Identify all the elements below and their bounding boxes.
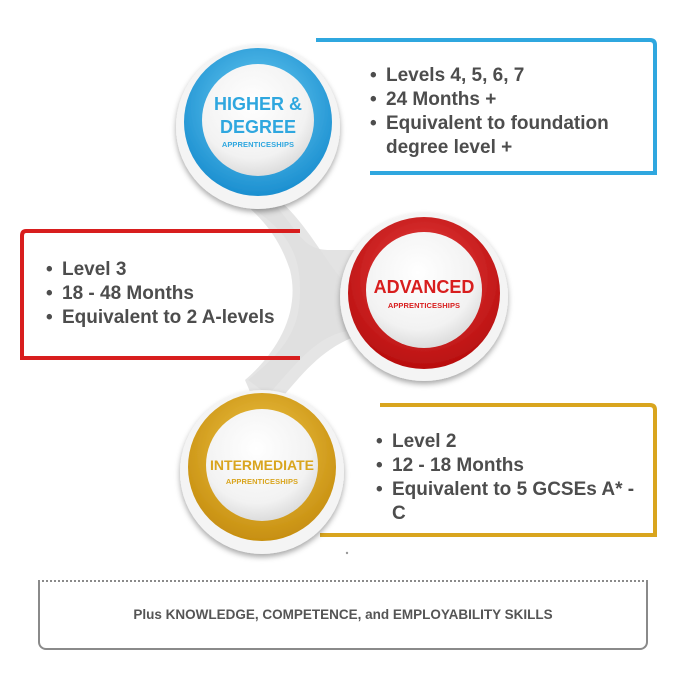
intermediate-subtitle: APPRENTICESHIPS [225, 477, 299, 486]
intermediate-title: INTERMEDIATE [210, 457, 314, 473]
higher-bullet: • Equivalent to foundation degree level + [370, 112, 650, 160]
higher-bullet: • Levels 4, 5, 6, 7 [370, 64, 650, 88]
advanced-bullet: • Level 3 [46, 258, 306, 282]
intermediate-bullet: • Equivalent to 5 GCSEs A* - C [376, 478, 636, 526]
advanced-bullet-list [46, 258, 306, 330]
intermediate-bullet-list [376, 430, 636, 526]
advanced-bullet: • Equivalent to 2 A-levels [46, 306, 306, 330]
advanced-subtitle: APPRENTICESHIPS [387, 301, 461, 310]
higher-title-line1: HIGHER & [213, 94, 302, 114]
footer-text: Plus KNOWLEDGE, COMPETENCE, and EMPLOYABILITY SKILLS [133, 607, 553, 622]
higher-subtitle: APPRENTICESHIPS [221, 140, 295, 149]
advanced-title: ADVANCED [373, 277, 475, 297]
higher-title-line2: DEGREE [219, 117, 297, 137]
higher-bullet-list [370, 64, 650, 160]
small-dot [346, 552, 348, 554]
advanced-bullet: • 18 - 48 Months [46, 282, 306, 306]
intermediate-bullet: • 12 - 18 Months [376, 454, 636, 478]
higher-bullet: • 24 Months + [370, 88, 650, 112]
intermediate-bullet: • Level 2 [376, 430, 636, 454]
advanced-circle [340, 213, 508, 381]
